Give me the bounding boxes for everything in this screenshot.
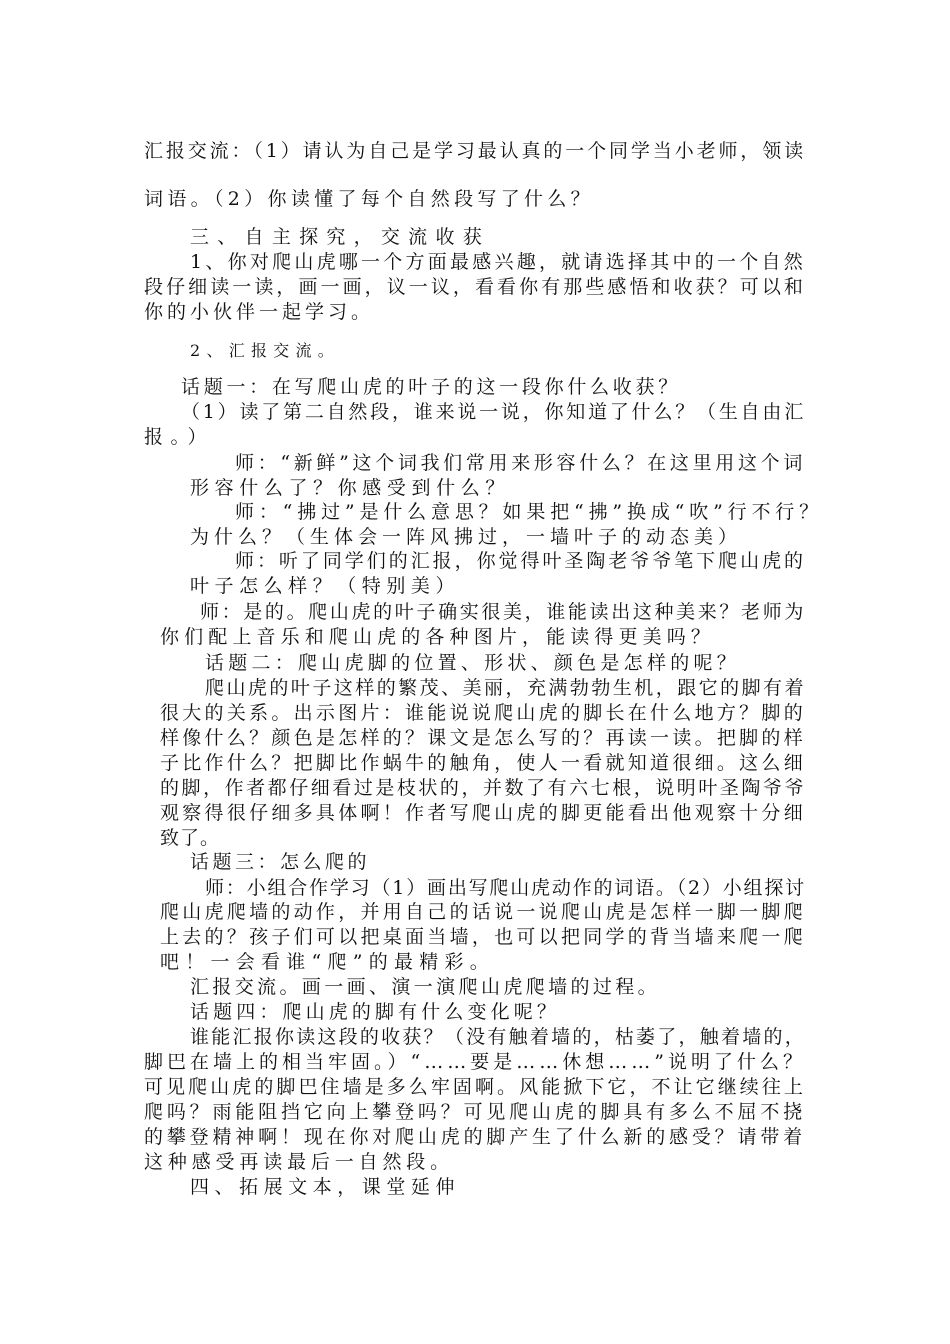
- paragraph-line: 吧！一会看谁“爬”的最精彩。: [160, 951, 495, 973]
- topic-heading: 话题一：在写爬山虎的叶子的这一段你什么收获？: [181, 376, 681, 398]
- paragraph-line: 你们配上音乐和爬山虎的各种图片，能读得更美吗？: [160, 626, 715, 648]
- paragraph-line: 爬山虎的叶子这样的繁茂、美丽，充满勃勃生机，跟它的脚有着: [205, 677, 806, 699]
- paragraph-line: 2、汇报交流。: [190, 341, 340, 360]
- paragraph-line: 致了。: [160, 827, 220, 849]
- paragraph-line: 的脚，作者都仔细看过是枝状的，并数了有六七根，说明叶圣陶爷爷: [160, 777, 806, 799]
- topic-heading: 话题四：爬山虎的脚有什么变化呢？: [190, 1001, 560, 1023]
- paragraph-line: 样像什么？颜色是怎样的？课文是怎么写的？再读一读。把脚的样: [160, 727, 806, 749]
- paragraph-line: 很大的关系。出示图片：谁能说说爬山虎的脚长在什么地方？脚的: [160, 702, 806, 724]
- paragraph-line: 1、你对爬山虎哪一个方面最感兴趣，就请选择其中的一个自然: [190, 251, 806, 273]
- paragraph-line: 爬山虎爬墙的动作，并用自己的话说一说爬山虎是怎样一脚一脚爬: [160, 901, 806, 923]
- paragraph-line: 段仔细读一读，画一画，议一议，看看你有那些感悟和收获？可以和: [144, 276, 806, 298]
- paragraph-line: 观察得很仔细多具体啊！作者写爬山虎的脚更能看出他观察十分细: [160, 802, 806, 824]
- paragraph-line: 可见爬山虎的脚巴住墙是多么牢固啊。风能掀下它，不让它继续往上: [144, 1076, 806, 1098]
- section-heading: 四、拓展文本，课堂延伸: [190, 1176, 460, 1198]
- topic-heading: 话题三：怎么爬的: [190, 851, 370, 873]
- paragraph-line: （1）读了第二自然段，谁来说一说，你知道了什么？（生自由汇: [181, 401, 806, 423]
- paragraph-line: 师：“新鲜”这个词我们常用来形容什么？在这里用这个词: [235, 452, 806, 474]
- paragraph-line: 爬吗？雨能阻挡它向上攀登吗？可见爬山虎的脚具有多么不屈不挠: [144, 1101, 806, 1123]
- section-heading: 三、自主探究，交流收获: [190, 226, 490, 248]
- paragraph-line: 谁能汇报你读这段的收获？（没有触着墙的，枯萎了，触着墙的，: [190, 1026, 806, 1048]
- paragraph-line: 师：听了同学们的汇报，你觉得叶圣陶老爷爷笔下爬山虎的: [235, 550, 806, 572]
- paragraph-line: 这种感受再读最后一自然段。: [144, 1151, 454, 1173]
- paragraph-line: 汇报交流。画一画、演一演爬山虎爬墙的过程。: [190, 976, 660, 998]
- paragraph-line: 形容什么了？你感受到什么？: [190, 477, 510, 499]
- paragraph-line: 词语。（2）你读懂了每个自然段写了什么？: [144, 188, 594, 210]
- paragraph-line: 的攀登精神啊！现在你对爬山虎的脚产生了什么新的感受？请带着: [144, 1126, 806, 1148]
- paragraph-line: 师：小组合作学习（1）画出写爬山虎动作的词语。（2）小组探讨: [205, 877, 806, 899]
- topic-heading: 话题二：爬山虎脚的位置、形状、颜色是怎样的呢？: [205, 652, 740, 674]
- paragraph-line: 上去的？孩子们可以把桌面当墙，也可以把同学的背当墙来爬一爬: [160, 926, 806, 948]
- paragraph-line: 你的小伙伴一起学习。: [144, 301, 374, 323]
- paragraph-line: 汇报交流：（1）请认为自己是学习最认真的一个同学当小老师，领读: [144, 140, 806, 162]
- paragraph-line: 师：是的。爬山虎的叶子确实很美，谁能读出这种美来？老师为: [200, 601, 806, 623]
- paragraph-line: 师：“拂过”是什么意思？如果把“拂”换成“吹”行不行？: [235, 501, 823, 523]
- paragraph-line: 报。）: [144, 426, 214, 448]
- paragraph-line: 为什么？（生体会一阵风拂过，一墙叶子的动态美）: [190, 526, 742, 548]
- paragraph-line: 叶子怎么样？（特别美）: [190, 575, 460, 597]
- paragraph-line: 子比作什么？把脚比作蜗牛的触角，使人一看就知道很细。这么细: [160, 752, 806, 774]
- paragraph-line: 脚巴在墙上的相当牢固。）“……要是……休想……”说明了什么？: [144, 1051, 806, 1073]
